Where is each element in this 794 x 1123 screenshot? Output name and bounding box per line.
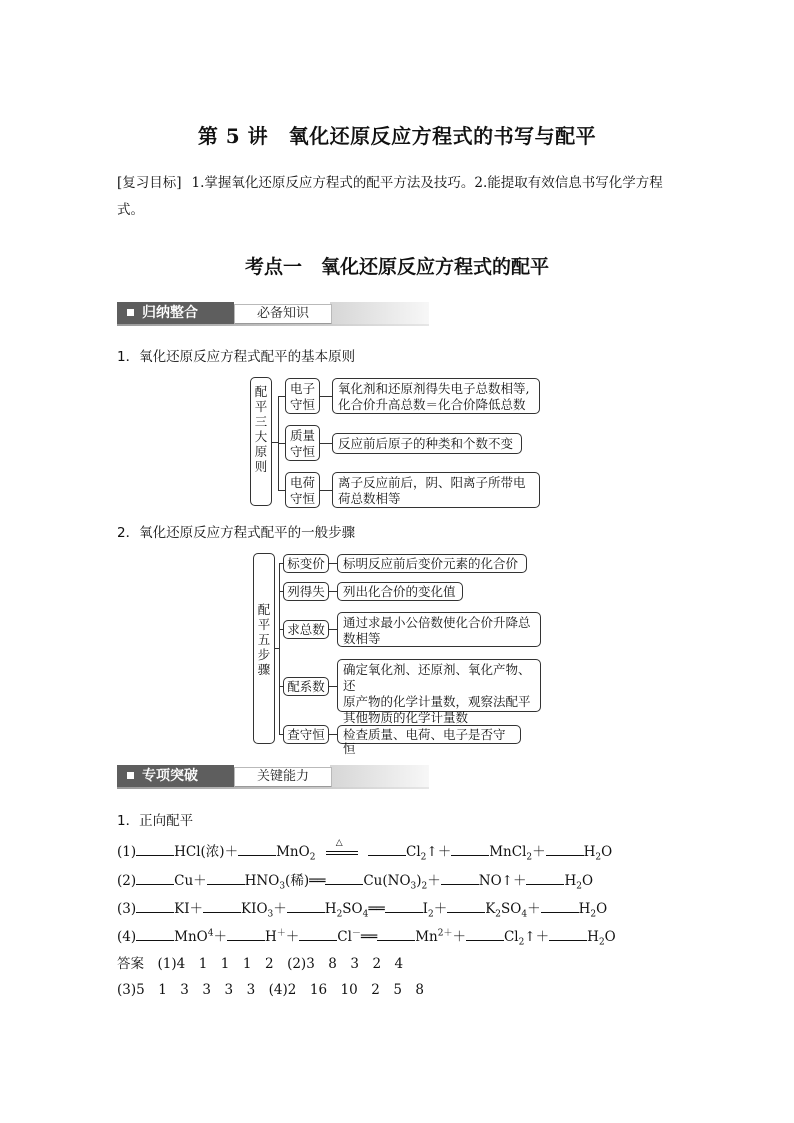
root-char: 骤 [257,662,271,677]
root-char: 配 [257,602,271,617]
equation-4: (4) MnO$^4$＋ H＋＋ Cl－══ $Mn^{2+}+$ $Cl_2↑+ H_2O$ [117,928,616,948]
connector [278,396,285,397]
band-breakthrough [117,765,429,787]
root-char: 三 [254,414,268,429]
page-title: 第 5 讲 氧化还原反应方程式的书写与配平 [197,124,597,148]
step-label-total: 求总数 [283,620,329,639]
blank[interactable] [136,872,174,885]
principle-label-charge: 电荷 守恒 [285,472,320,508]
band-light-label: 关键能力 [234,767,332,788]
step-desc-coef: 确定氧化剂、还原剂、氧化产物、还 原产物的化学计量数，观察法配平 其他物质的化学计量数 [337,659,541,712]
band-dark-label [117,765,234,787]
equation-2: (2) $Cu+ HNO_3$(稀)══ $Cu(NO_3)_2+$ NO↑＋ $H_2O$ [117,873,594,892]
blank[interactable] [136,928,174,941]
band-induction [117,302,429,324]
principle-label-electron: 电子 守恒 [285,378,320,414]
blank[interactable] [447,900,485,913]
blank[interactable] [466,928,504,941]
blank[interactable] [526,872,564,885]
connector [329,734,337,735]
root-char: 五 [257,632,271,647]
blank[interactable] [287,900,325,913]
principles-root [250,377,272,506]
blank[interactable] [136,843,174,856]
band-dark-label [117,302,234,324]
blank[interactable] [541,900,579,913]
blank[interactable] [368,843,406,856]
steps-root [253,553,275,744]
heading-steps: 2．氧化还原反应方程式配平的一般步骤 [117,525,356,541]
root-char: 则 [254,459,268,474]
principle-desc-mass: 反应前后原子的种类和个数不变 [332,433,522,454]
blank[interactable] [207,872,245,885]
blank[interactable] [385,900,423,913]
blank[interactable] [325,872,363,885]
review-text-line1: 1.掌握氧化还原反应方程式的配平方法及技巧。2.能提取有效信息书写化学方程 [191,175,663,191]
blank[interactable] [238,843,276,856]
blank[interactable] [451,843,489,856]
answer-line-1: 答案 (1)4 1 1 1 2 (2)3 8 3 2 4 [117,956,404,972]
connector [329,591,337,592]
step-label-list: 列得失 [283,582,329,601]
square-icon [127,309,134,316]
blank[interactable] [203,900,241,913]
step-desc-check: 检查质量、电荷、电子是否守恒 [337,725,521,744]
heading-forward: 1．正向配平 [117,813,194,829]
principle-desc-electron: 氧化剂和还原剂得失电子总数相等, 化合价升高总数＝化合价降低总数 [332,378,540,414]
connector [320,396,332,397]
square-icon [127,772,134,779]
principle-label-mass: 质量 守恒 [285,425,320,461]
connector [320,490,332,491]
step-label-mark: 标变价 [283,554,329,573]
connector [329,629,337,630]
band-fade [330,765,429,787]
band-light-label: 必备知识 [234,304,332,325]
band-fade [330,302,429,324]
equation-3: (3) $KI+ KIO_3+$ $H_2SO_4══$ $I_2+ K_2SO_4+ H_2O$ [117,901,608,920]
blank[interactable] [549,928,587,941]
connector [275,648,279,649]
step-desc-mark: 标明反应前后变价元素的化合价 [337,554,527,573]
step-desc-total: 通过求最小公倍数使化合价升降总 数相等 [337,612,541,647]
root-char: 平 [254,399,268,414]
band-baseline [117,324,429,326]
band-dark-text: 专项突破 [142,768,198,784]
blank[interactable] [299,928,337,941]
connector [329,686,337,687]
blank[interactable] [441,872,479,885]
band-baseline [117,787,429,789]
step-label-coef: 配系数 [283,677,329,696]
connector [320,443,332,444]
connector [329,563,337,564]
root-char: 配 [254,384,268,399]
root-char: 原 [254,444,268,459]
connector-vertical [279,563,280,734]
review-tag: [复习目标] [117,175,182,191]
heading-principles: 1．氧化还原反应方程式配平的基本原则 [117,349,356,365]
blank[interactable] [136,900,174,913]
root-char: 平 [257,617,271,632]
root-char: 步 [257,647,271,662]
heat-condition-icon: △ [326,846,358,860]
blank[interactable] [377,928,415,941]
blank[interactable] [546,843,584,856]
root-char: 大 [254,429,268,444]
step-desc-list: 列出化合价的变化值 [337,582,463,601]
connector [278,490,285,491]
connector [278,443,285,444]
principle-desc-charge: 离子反应前后，阴、阳离子所带电 荷总数相等 [332,472,540,508]
review-goals [117,170,687,224]
answer-line-2: (3)5 1 3 3 3 3 (4)2 16 10 2 5 8 [117,982,424,998]
equation-1: (1) HCl(浓)＋ MnO$_2$ △ $Cl_2↑+$ MnCl$_2$＋ $H_2O$ [117,837,613,863]
review-text-line2: 式。 [117,202,144,218]
step-label-check: 查守恒 [283,725,329,744]
blank[interactable] [227,928,265,941]
band-dark-text: 归纳整合 [142,305,198,321]
section-title: 考点一 氧化还原反应方程式的配平 [244,256,549,278]
